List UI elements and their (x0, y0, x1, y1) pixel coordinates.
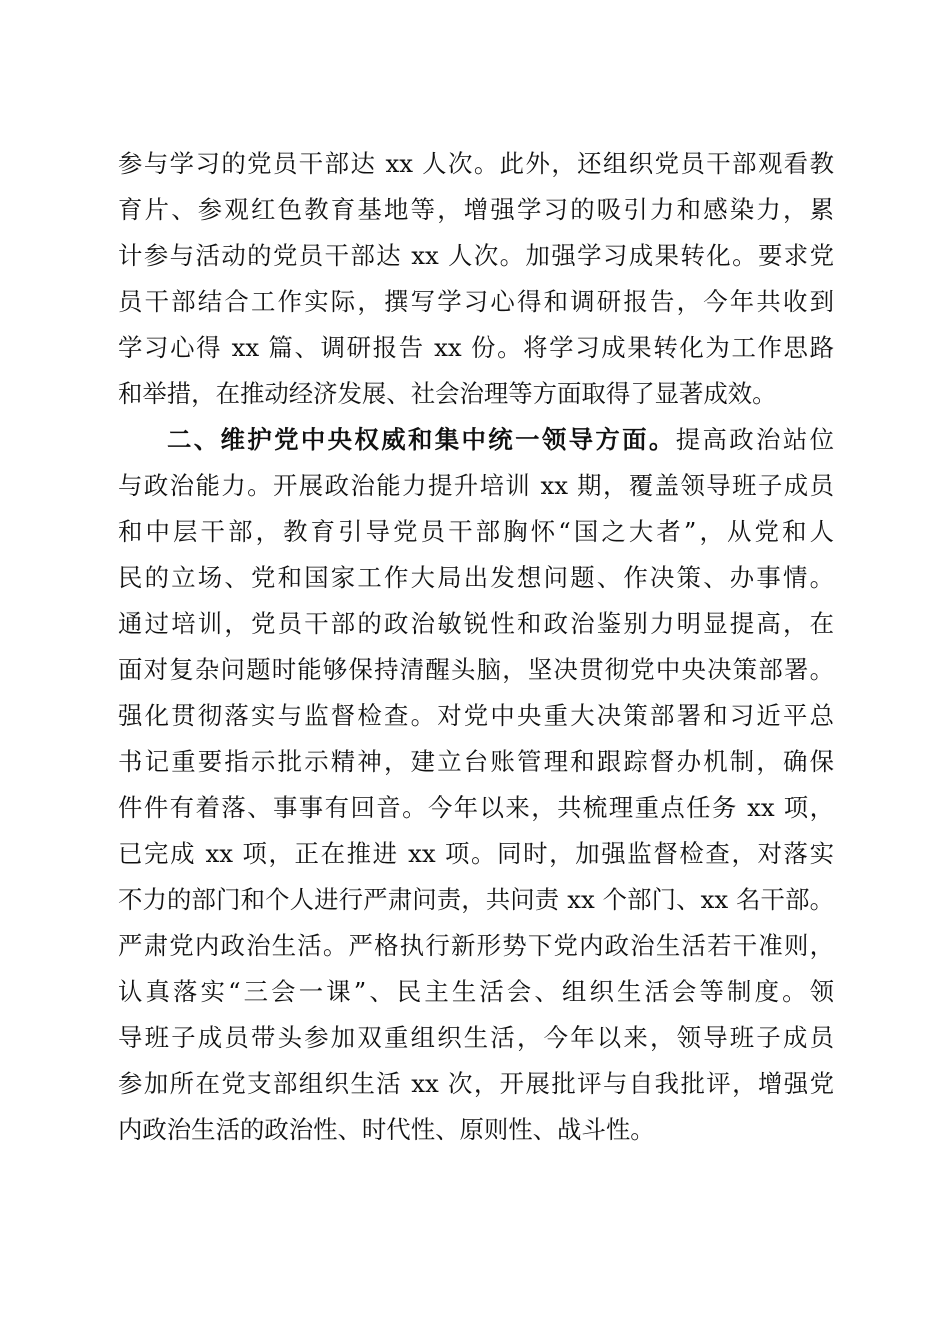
text-line: 认真落实“三会一课”、民主生活会、组织生活会等制度。领 (118, 977, 834, 1006)
text-line: 员干部结合工作实际，撰写学习心得和调研报告，今年共收到 (118, 287, 834, 316)
text-line: 面对复杂问题时能够保持清醒头脑，坚决贯彻党中央决策部署。 (118, 655, 834, 684)
text-line: 民的立场、党和国家工作大局出发想问题、作决策、办事情。 (118, 563, 834, 592)
text-line: 不力的部门和个人进行严肃问责，共问责 xx 个部门、xx 名干部。 (118, 885, 834, 914)
text-line: 书记重要指示批示精神，建立台账管理和跟踪督办机制，确保 (118, 747, 834, 776)
text-line: 通过培训，党员干部的政治敏锐性和政治鉴别力明显提高，在 (118, 609, 834, 638)
text-line: 件件有着落、事事有回音。今年以来，共梳理重点任务 xx 项， (118, 793, 834, 822)
text-line: 和中层干部，教育引导党员干部胸怀“国之大者”，从党和人 (118, 517, 834, 546)
heading-line-rest: 提高政治站位 (675, 425, 834, 454)
text-line: 参与学习的党员干部达 xx 人次。此外，还组织党员干部观看教 (118, 149, 834, 178)
text-line: 参加所在党支部组织生活 xx 次，开展批评与自我批评，增强党 (118, 1069, 834, 1098)
text-line: 导班子成员带头参加双重组织生活，今年以来，领导班子成员 (118, 1023, 834, 1052)
text-line: 计参与活动的党员干部达 xx 人次。加强学习成果转化。要求党 (118, 241, 834, 270)
text-line: 育片、参观红色教育基地等，增强学习的吸引力和感染力，累 (118, 195, 834, 224)
text-line: 内政治生活的政治性、时代性、原则性、战斗性。 (118, 1115, 655, 1144)
text-line: 和举措，在推动经济发展、社会治理等方面取得了显著成效。 (118, 379, 777, 408)
text-line: 强化贯彻落实与监督检查。对党中央重大决策部署和习近平总 (118, 701, 834, 730)
text-line: 严肃党内政治生活。严格执行新形势下党内政治生活若干准则， (118, 931, 834, 960)
text-line: 学习心得 xx 篇、调研报告 xx 份。将学习成果转化为工作思路 (118, 333, 834, 362)
section-heading: 二、维护党中央权威和集中统一领导方面。 (167, 425, 676, 454)
text-line: 已完成 xx 项，正在推进 xx 项。同时，加强监督检查，对落实 (118, 839, 834, 868)
text-line: 与政治能力。开展政治能力提升培训 xx 期，覆盖领导班子成员 (118, 471, 834, 500)
section-heading-line (167, 420, 834, 460)
